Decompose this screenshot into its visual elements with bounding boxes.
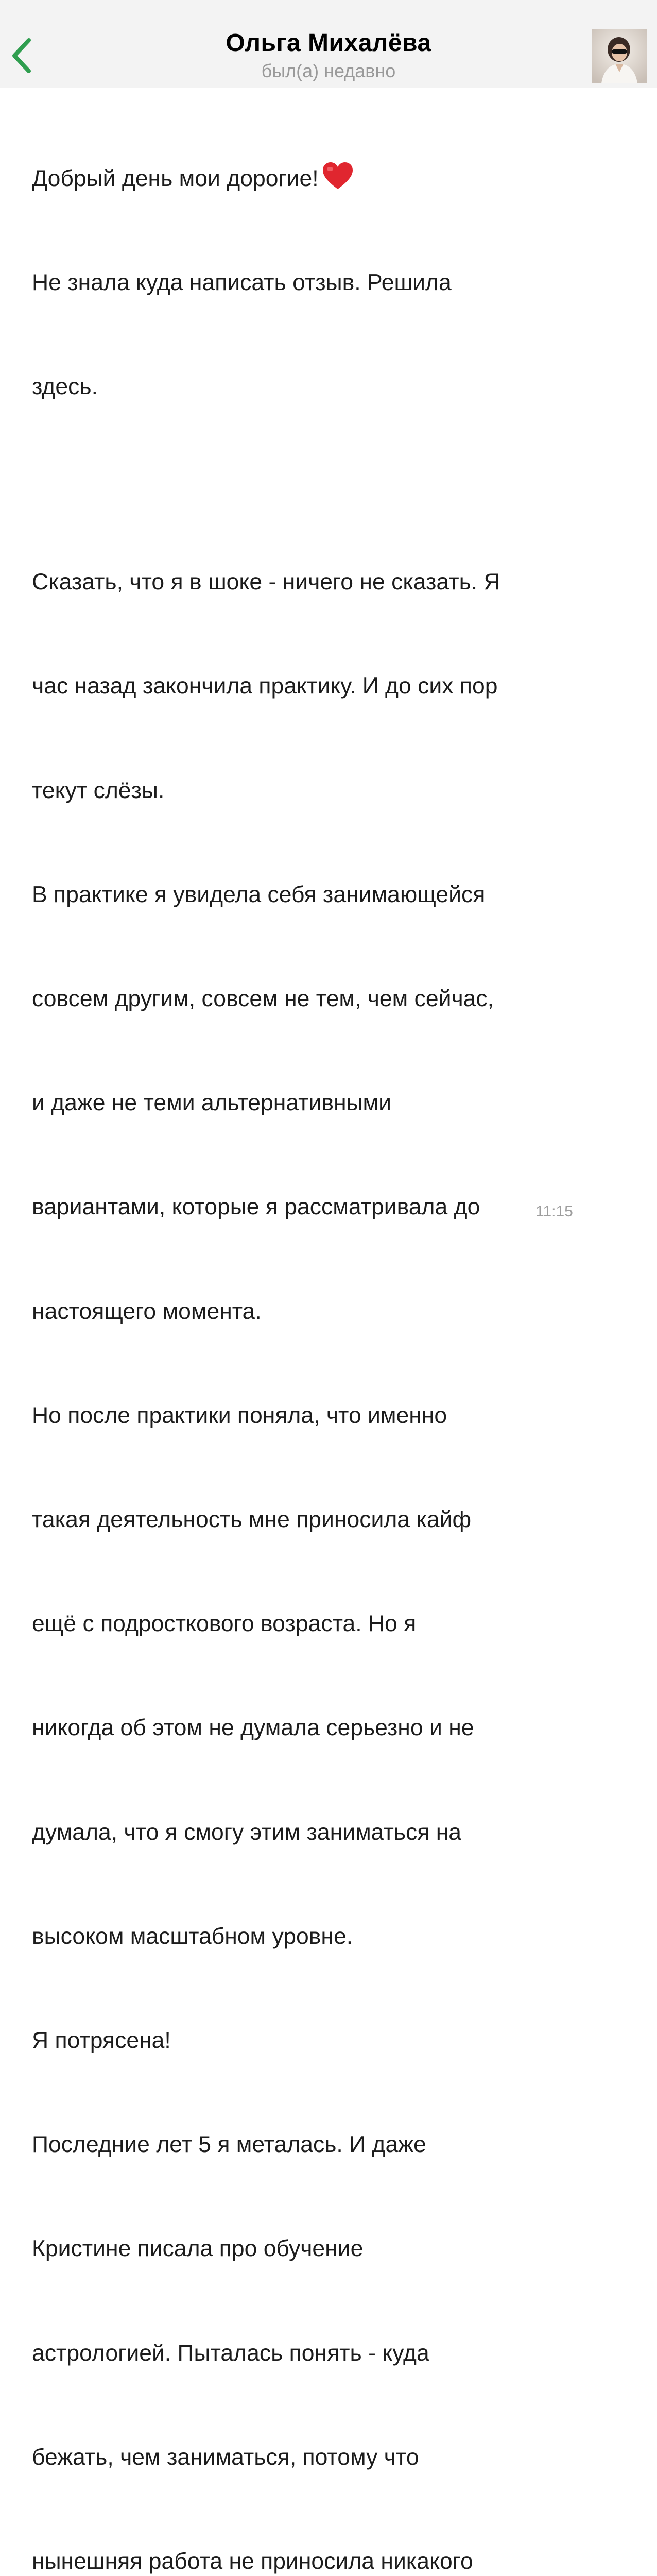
message-line: В практике я увидела себя занимающейся [32, 882, 486, 907]
message-line: Кристине писала про обучение [32, 2236, 364, 2262]
message-line: Сказать, что я в шоке - ничего не сказать. Я [32, 569, 500, 595]
message-line: бежать, чем заниматься, потому что [32, 2444, 419, 2470]
message-line: вариантами, которые я рассматривала до [32, 1194, 480, 1220]
message-line: нынешняя работа не приносила никакого [32, 2549, 473, 2574]
message-line: такая деятельность мне приносила кайф [32, 1507, 472, 1533]
contact-avatar[interactable] [592, 29, 647, 83]
message-line: текут слёзы. [32, 777, 165, 803]
message-line: Не знала куда написать отзыв. Решила [32, 270, 452, 296]
message-line: Я потрясена! [32, 2028, 171, 2054]
chat-header [0, 0, 657, 88]
message-line: совсем другим, совсем не тем, чем сейчас, [32, 986, 494, 1012]
red-heart-icon [322, 161, 354, 190]
message-line: астрологией. Пыталась понять - куда [32, 2340, 429, 2366]
message-line: здесь. [32, 374, 98, 400]
message-line: Последние лет 5 я металась. И даже [32, 2132, 426, 2158]
contact-name: Ольга Михалёва [226, 29, 431, 57]
message-line: ещё с подросткового возраста. Но я [32, 1611, 417, 1637]
message-line: думала, что я смогу этим заниматься на [32, 1819, 462, 1845]
message-line: Добрый день мои дорогие! [32, 161, 639, 196]
message-line: настоящего момента. [32, 1298, 262, 1324]
message-line: высоком масштабном уровне. [32, 1923, 353, 1949]
message-line: и даже не теми альтернативными [32, 1090, 391, 1116]
message-time: 11:15 [535, 1203, 573, 1220]
message-line: Но после практики поняла, что именно [32, 1402, 447, 1428]
contact-info[interactable] [0, 27, 657, 82]
contact-status: был(а) недавно [261, 60, 396, 81]
message-line: час назад закончила практику. И до сих пор [32, 673, 498, 699]
message-line: никогда об этом не думала серьезно и не [32, 1715, 474, 1741]
avatar-photo-icon [592, 29, 647, 83]
message-bubble [32, 92, 639, 2576]
